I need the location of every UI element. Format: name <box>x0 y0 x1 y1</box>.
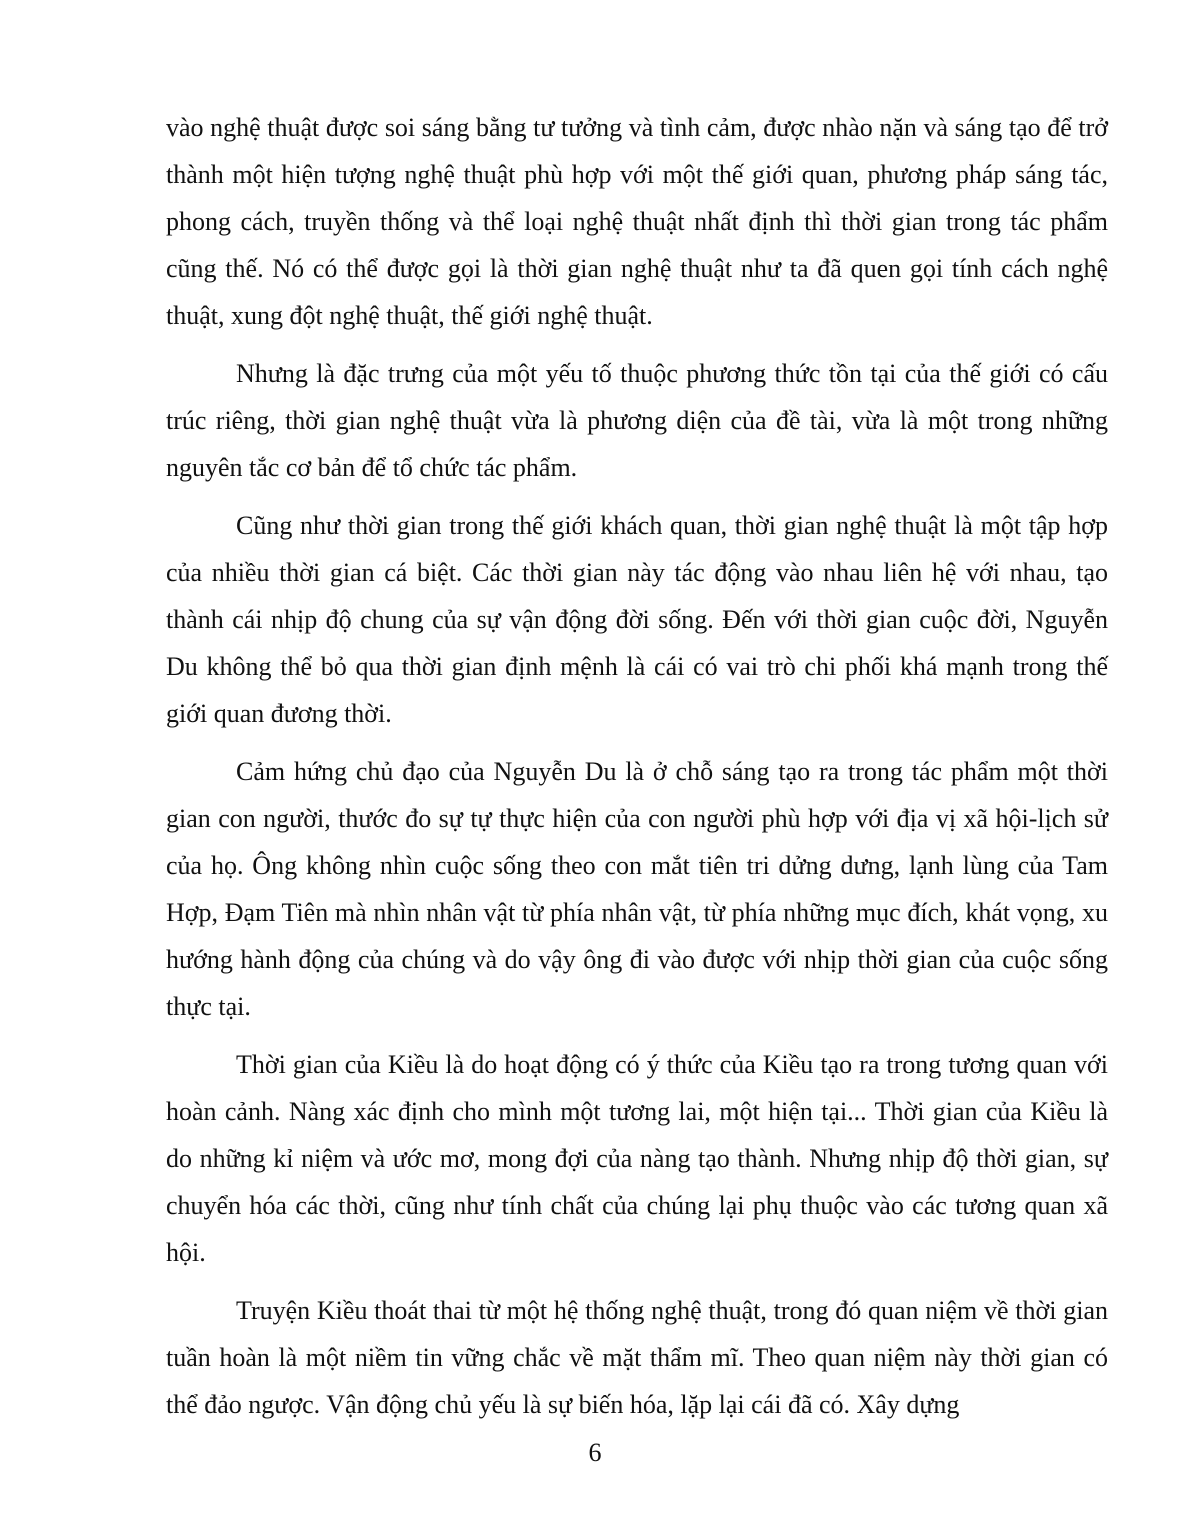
paragraph-3: Cũng như thời gian trong thế giới khách quan, thời gian nghệ thuật là một tập hợp của nhiều thời gian cá biệt. Các thời gian này tác động vào nhau liên hệ với nhau, tạo thành cái nhịp độ chung của sự vận động đời sống. Đến với thời gian cuộc đời, Nguyễn Du không thể bỏ qua thời gian định mệnh là cái có vai trò chi phối khá mạnh trong thế giới quan đương thời. <box>166 511 1108 728</box>
page-number: 6 <box>588 1438 602 1467</box>
paragraph-5: Thời gian của Kiều là do hoạt động có ý thức của Kiều tạo ra trong tương quan với hoàn cảnh. Nàng xác định cho mình một tương lai, một hiện tại... Thời gian của Kiều là do những kỉ niệm và ước mơ, mong đợi của nàng tạo thành. Nhưng nhịp độ thời gian, sự chuyển hóa các thời, cũng như tính chất của chúng lại phụ thuộc vào các tương quan xã hội. <box>166 1050 1108 1267</box>
paragraph-2: Nhưng là đặc trưng của một yếu tố thuộc phương thức tồn tại của thế giới có cấu trúc riêng, thời gian nghệ thuật vừa là phương diện của đề tài, vừa là một trong những nguyên tắc cơ bản để tổ chức tác phẩm. <box>166 359 1108 482</box>
body-text <box>166 104 1108 1439</box>
paragraph-1: vào nghệ thuật được soi sáng bằng tư tưởng và tình cảm, được nhào nặn và sáng tạo để trở thành một hiện tượng nghệ thuật phù hợp với một thế giới quan, phương pháp sáng tác, phong cách, truyền thống và thể loại nghệ thuật nhất định thì thời gian trong tác phẩm cũng thế. Nó có thể được gọi là thời gian nghệ thuật như ta đã quen gọi tính cách nghệ thuật, xung đột nghệ thuật, thế giới nghệ thuật. <box>166 113 1108 330</box>
paragraph-6: Truyện Kiều thoát thai từ một hệ thống nghệ thuật, trong đó quan niệm về thời gian tuần hoàn là một niềm tin vững chắc về mặt thẩm mĩ. Theo quan niệm này thời gian có thể đảo ngược. Vận động chủ yếu là sự biến hóa, lặp lại cái đã có. Xây dựng <box>166 1296 1108 1419</box>
paragraph-4: Cảm hứng chủ đạo của Nguyễn Du là ở chỗ sáng tạo ra trong tác phẩm một thời gian con người, thước đo sự tự thực hiện của con người phù hợp với địa vị xã hội-lịch sử của họ. Ông không nhìn cuộc sống theo con mắt tiên tri dửng dưng, lạnh lùng của Tam Hợp, Đạm Tiên mà nhìn nhân vật từ phía nhân vật, từ phía những mục đích, khát vọng, xu hướng hành động của chúng và do vậy ông đi vào được với nhịp thời gian của cuộc sống thực tại. <box>166 757 1108 1021</box>
